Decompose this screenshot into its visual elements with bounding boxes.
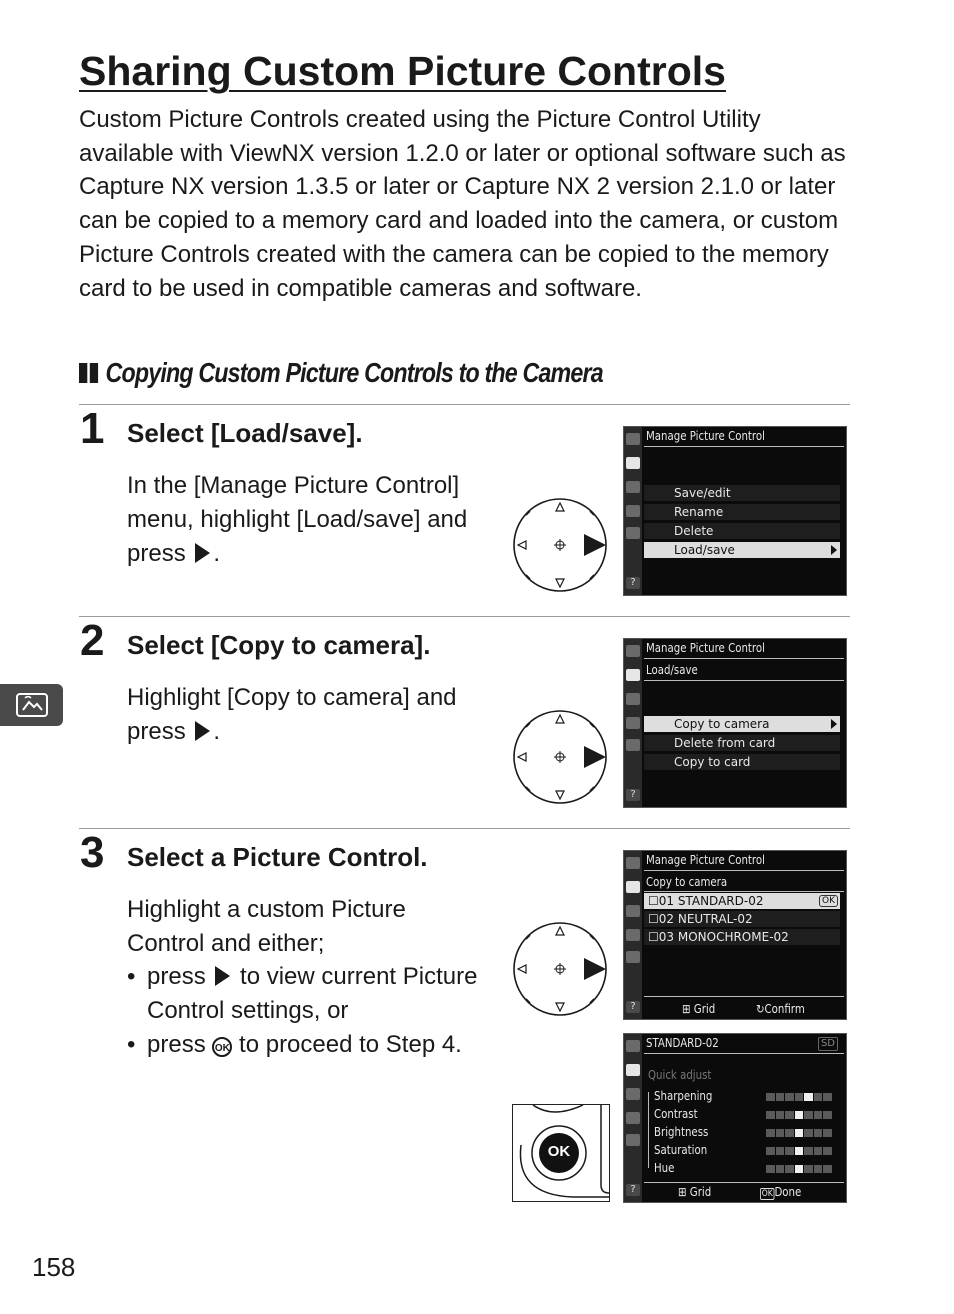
- step-number: 3: [80, 828, 105, 877]
- ok-button-icon: OK: [547, 1143, 571, 1160]
- parameter-gauge: [766, 1129, 832, 1137]
- footer-grid: ⊞ Grid: [682, 1002, 716, 1016]
- camera-screen-manage-picture-control: ? Manage Picture Control Save/edit Rename Delete Load/save: [623, 426, 847, 596]
- ok-button-illustration: [512, 1104, 610, 1202]
- step-title: Select [Copy to camera].: [127, 630, 431, 660]
- quick-adjust-label: Quick adjust: [648, 1068, 712, 1082]
- parameter-label: Sharpening: [654, 1089, 713, 1103]
- footer-grid: ⊞ Grid: [678, 1185, 712, 1199]
- parameter-label: Brightness: [654, 1125, 709, 1139]
- step-text: Highlight [Copy to camera] and press .: [127, 684, 457, 745]
- parameter-label: Saturation: [654, 1143, 708, 1157]
- step-text: Highlight a custom Picture Control and either;: [127, 896, 406, 957]
- step-title: Select a Picture Control.: [127, 842, 428, 872]
- divider: [79, 616, 850, 617]
- section-marker-icon: [79, 363, 101, 383]
- parameter-gauge: [766, 1147, 832, 1155]
- camera-screen-load-save: ? Manage Picture Control Load/save Copy to camera Delete from card Copy to card: [623, 638, 847, 808]
- picture-control-tab: [0, 684, 63, 726]
- menu-item: Rename: [644, 504, 840, 520]
- menu-item-selected: Load/save: [644, 542, 840, 558]
- section-subheading-text: Copying Custom Picture Controls to the Camera: [105, 357, 603, 388]
- picture-control-tab-icon: [15, 692, 49, 718]
- picture-control-item: ☐03 MONOCHROME-02: [644, 929, 840, 945]
- step-number: 1: [80, 404, 105, 453]
- menu-item: Save/edit: [644, 485, 840, 501]
- bullet-item: • press OK to proceed to Step 4.: [127, 1031, 462, 1058]
- camera-screen-copy-to-camera: ? Manage Picture Control Copy to camera ☐01 STANDARD-02 OK ☐02 NEUTRAL-02 ☐03 MONOCHROME-02 ⊞ Grid ↻Confirm: [623, 850, 847, 1020]
- right-triangle-icon: [195, 543, 210, 563]
- menu-item-selected: Copy to camera: [644, 716, 840, 732]
- menu-item: Copy to card: [644, 754, 840, 770]
- camera-screen-quick-adjust: ? STANDARD-02 SD Quick adjust Sharpening Contrast Brightness Saturation Hue ⊞ Grid OK Done: [623, 1033, 847, 1203]
- page-title: Sharing Custom Picture Controls: [79, 48, 726, 94]
- page-number: 158: [32, 1252, 76, 1282]
- divider: [79, 404, 850, 405]
- step-number: 2: [80, 616, 105, 665]
- parameter-label: Hue: [654, 1161, 675, 1175]
- step-bullets: [127, 960, 502, 1062]
- bullet-item: • press to view current Picture Control settings, or: [127, 963, 478, 1024]
- picture-control-item: ☐02 NEUTRAL-02: [644, 911, 840, 927]
- right-triangle-icon: [195, 721, 210, 741]
- menu-item: Delete from card: [644, 735, 840, 751]
- parameter-gauge: [766, 1111, 832, 1119]
- parameter-label: Contrast: [654, 1107, 698, 1121]
- divider: [79, 828, 850, 829]
- parameter-gauge: [766, 1165, 832, 1173]
- picture-control-item-selected: ☐01 STANDARD-02 OK: [644, 893, 840, 909]
- parameter-gauge: [766, 1093, 832, 1101]
- menu-item: Delete: [644, 523, 840, 539]
- multi-selector-icon: [512, 497, 608, 593]
- ok-button-icon: OK: [212, 1037, 232, 1057]
- footer-confirm: ↻Confirm: [756, 1002, 805, 1016]
- footer-done: OK Done: [761, 1185, 802, 1199]
- multi-selector-icon: [512, 709, 608, 805]
- section-subheading: [79, 355, 603, 391]
- step-text: In the [Manage Picture Control] menu, highlight [Load/save] and press .: [127, 472, 468, 567]
- multi-selector-icon: [512, 921, 608, 1017]
- intro-paragraph: Custom Picture Controls created using the Picture Control Utility available with ViewNX version 1.2.0 or later or optional software such as Capture NX version 1.3.5 or later or Capture NX 2 version 2.1.0 or later can be copied to a memory card and loaded into the camera, or custom Picture Controls created with the camera can be copied to the memory card to be used in compatible cameras and software.: [79, 106, 846, 302]
- right-triangle-icon: [215, 966, 230, 986]
- step-title: Select [Load/save].: [127, 418, 363, 448]
